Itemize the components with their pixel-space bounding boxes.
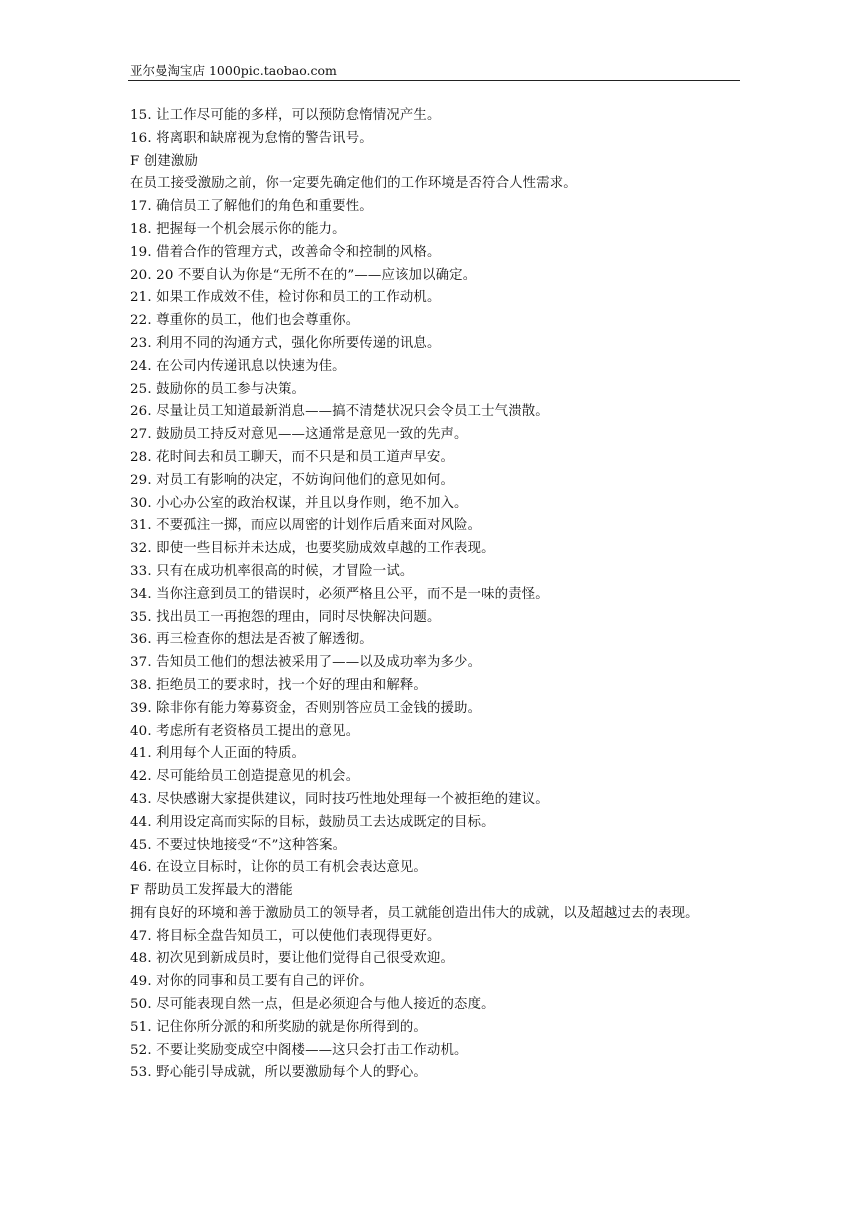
page-header: 亚尔曼淘宝店 1000pic.taobao.com — [130, 63, 337, 78]
list-item: 33. 只有在成功机率很高的时候，才冒险一试。 — [130, 563, 414, 579]
list-item: 53. 野心能引导成就，所以要激励每个人的野心。 — [130, 1065, 427, 1081]
list-item: 23. 利用不同的沟通方式，强化你所要传递的讯息。 — [130, 335, 441, 351]
list-item: 43. 尽快感谢大家提供建议，同时技巧性地处理每一个被拒绝的建议。 — [130, 791, 549, 807]
list-item: 32. 即使一些目标并未达成，也要奖励成效卓越的工作表现。 — [130, 541, 495, 557]
list-item: 22. 尊重你的员工，他们也会尊重你。 — [130, 313, 360, 329]
list-item: 34. 当你注意到员工的错误时，必须严格且公平，而不是一味的责怪。 — [130, 586, 549, 602]
list-item: 27. 鼓励员工持反对意见——这通常是意见一致的先声。 — [130, 427, 468, 443]
paragraph: 在员工接受激励之前，你一定要先确定他们的工作环境是否符合人性需求。 — [130, 176, 577, 192]
list-item: 44. 利用设定高而实际的目标，鼓励员工去达成既定的目标。 — [130, 814, 495, 830]
list-item: 20. 20 不要自认为你是“无所不在的”——应该加以确定。 — [130, 267, 477, 283]
list-item: 46. 在设立目标时，让你的员工有机会表达意见。 — [130, 860, 427, 876]
list-item: 31. 不要孤注一掷，而应以周密的计划作后盾来面对风险。 — [130, 518, 482, 534]
list-item: 29. 对员工有影响的决定，不妨询问他们的意见如何。 — [130, 472, 455, 488]
list-item: 36. 再三检查你的想法是否被了解透彻。 — [130, 632, 373, 648]
list-item: 35. 找出员工一再抱怨的理由，同时尽快解决问题。 — [130, 609, 441, 625]
list-item: 50. 尽可能表现自然一点，但是必须迎合与他人接近的态度。 — [130, 997, 495, 1013]
paragraph: 拥有良好的环境和善于激励员工的领导者，员工就能创造出伟大的成就，以及超越过去的表现。 — [130, 905, 699, 921]
list-item: 25. 鼓励你的员工参与决策。 — [130, 381, 306, 397]
list-item: 52. 不要让奖励变成空中阁楼——这只会打击工作动机。 — [130, 1042, 468, 1058]
list-item: 38. 拒绝员工的要求时，找一个好的理由和解释。 — [130, 677, 427, 693]
list-item: 28. 花时间去和员工聊天，而不只是和员工道声早安。 — [130, 449, 455, 465]
list-item: 16. 将离职和缺席视为怠惰的警告讯号。 — [130, 130, 373, 146]
list-item: 51. 记住你所分派的和所奖励的就是你所得到的。 — [130, 1019, 427, 1035]
header-rule — [128, 80, 740, 81]
list-item: 26. 尽量让员工知道最新消息——搞不清楚状况只会令员工士气溃散。 — [130, 404, 549, 420]
list-item: 17. 确信员工了解他们的角色和重要性。 — [130, 199, 373, 215]
list-item: 48. 初次见到新成员时，要让他们觉得自己很受欢迎。 — [130, 951, 455, 967]
list-item: 24. 在公司内传递讯息以快速为佳。 — [130, 358, 346, 374]
list-item: 45. 不要过快地接受“不”这种答案。 — [130, 837, 347, 853]
list-item: 41. 利用每个人正面的特质。 — [130, 746, 306, 762]
list-item: 37. 告知员工他们的想法被采用了——以及成功率为多少。 — [130, 655, 482, 671]
list-item: 42. 尽可能给员工创造提意见的机会。 — [130, 769, 360, 785]
list-item: 30. 小心办公室的政治权谋，并且以身作则，绝不加入。 — [130, 495, 468, 511]
list-item: 21. 如果工作成效不佳，检讨你和员工的工作动机。 — [130, 290, 441, 306]
document-body — [130, 105, 742, 1085]
list-item: 47. 将目标全盘告知员工，可以使他们表现得更好。 — [130, 928, 441, 944]
list-item: 49. 对你的同事和员工要有自己的评价。 — [130, 974, 373, 990]
list-item: 39. 除非你有能力筹募资金，否则别答应员工金钱的援助。 — [130, 700, 482, 716]
section-heading: F 帮助员工发挥最大的潜能 — [130, 883, 293, 899]
list-item: 15. 让工作尽可能的多样，可以预防怠惰情况产生。 — [130, 108, 441, 123]
list-item: 18. 把握每一个机会展示你的能力。 — [130, 221, 346, 237]
section-heading: F 创建激励 — [130, 153, 199, 169]
list-item: 40. 考虑所有老资格员工提出的意见。 — [130, 723, 360, 739]
list-item: 19. 借着合作的管理方式，改善命令和控制的风格。 — [130, 244, 441, 260]
